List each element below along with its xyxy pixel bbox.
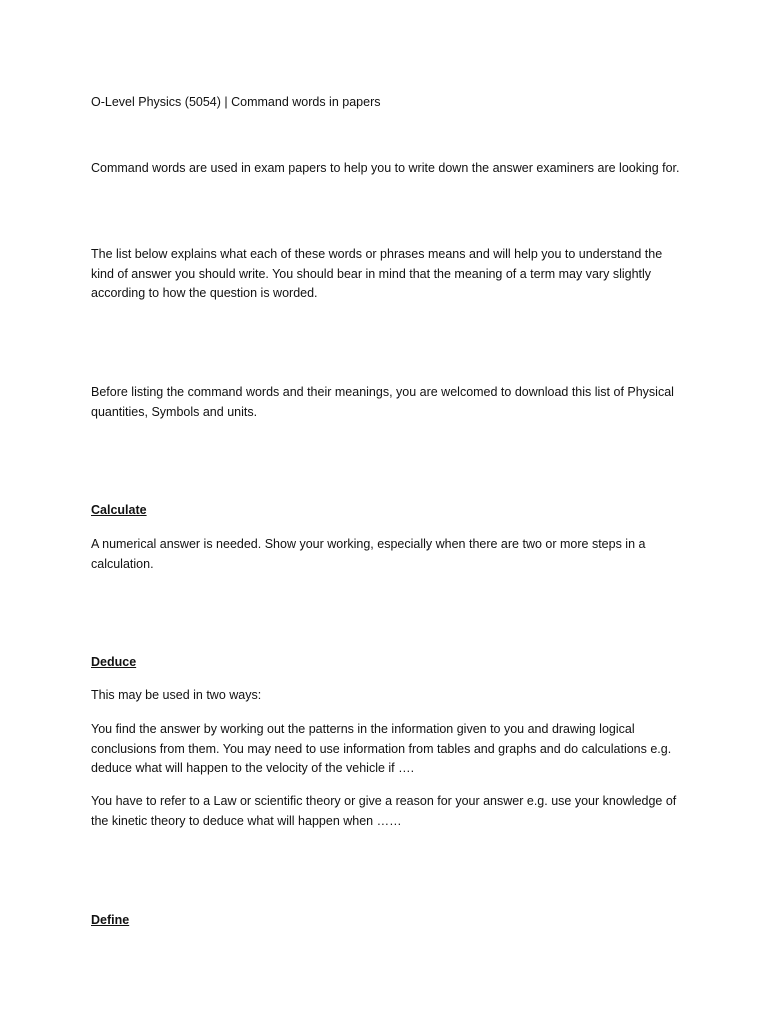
calculate-paragraph: A numerical answer is needed. Show your working, especially when there are two or more steps in a calculation.	[91, 537, 646, 571]
section-heading-define: Define	[91, 913, 130, 927]
deduce-paragraph-3: You have to refer to a Law or scientific theory or give a reason for your answer e.g. use your knowledge of the kinetic theory to deduce what will happen when ……	[91, 794, 677, 828]
deduce-paragraph-2: You find the answer by working out the patterns in the information given to you and drawing logical conclusions from them. You may need to use information from tables and graphs and do calculations e.g. deduce what will happen to the velocity of the vehicle if ….	[91, 722, 672, 775]
section-heading-calculate: Calculate	[91, 503, 147, 517]
section-heading-deduce: Deduce	[91, 655, 137, 669]
document-title: O-Level Physics (5054) | Command words in papers	[91, 95, 381, 109]
intro-paragraph-2: The list below explains what each of these words or phrases means and will help you to understand the kind of answer you should write. You should bear in mind that the meaning of a term may vary slightly according to how the question is worded.	[91, 247, 663, 300]
intro-paragraph-1: Command words are used in exam papers to help you to write down the answer examiners are looking for.	[91, 161, 680, 175]
intro-paragraph-3: Before listing the command words and their meanings, you are welcomed to download this list of Physical quantities, Symbols and units.	[91, 385, 674, 419]
deduce-paragraph-1: This may be used in two ways:	[91, 688, 262, 702]
